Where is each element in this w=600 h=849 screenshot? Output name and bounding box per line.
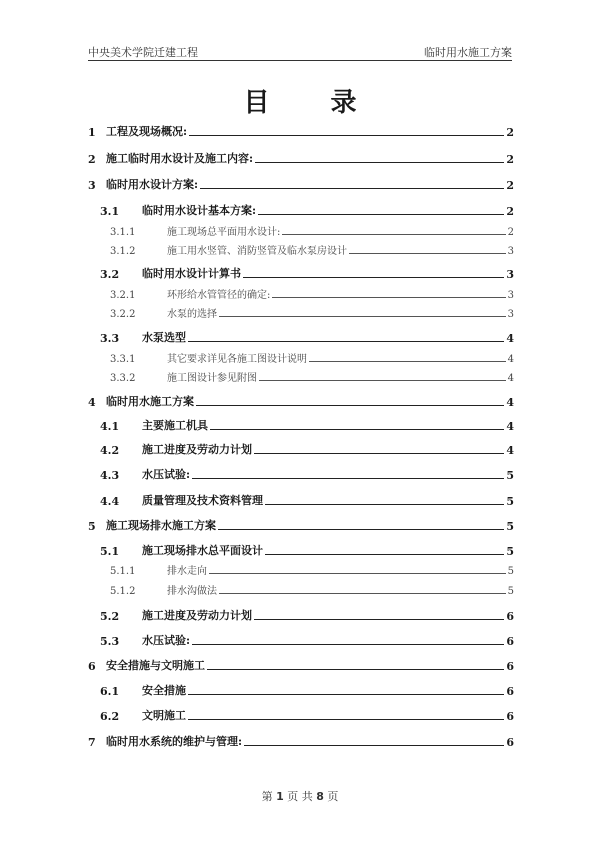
footer-prefix: 第 — [261, 790, 273, 803]
toc-leader-line — [188, 340, 504, 342]
toc-entry[interactable] — [88, 241, 514, 257]
toc-entry-page: 4 — [507, 354, 514, 365]
toc-entry[interactable] — [88, 517, 514, 533]
toc-leader-line — [244, 744, 504, 746]
toc-entry[interactable] — [88, 581, 514, 597]
toc-entry-number: 3.3.2 — [110, 373, 136, 384]
toc-entry-page: 2 — [506, 153, 514, 166]
toc-leader-line — [254, 618, 504, 620]
toc-entry-title: 其它要求详见各施工图设计说明 — [167, 354, 307, 365]
toc-leader-line — [188, 693, 504, 695]
toc-leader-line — [188, 718, 504, 720]
toc-leader-line — [243, 276, 504, 278]
toc-entry-title: 临时用水设计基本方案: — [142, 204, 257, 217]
toc-entry[interactable] — [88, 304, 514, 320]
page-footer — [0, 788, 600, 804]
toc-leader-line — [255, 161, 504, 163]
toc-entry[interactable] — [88, 632, 514, 648]
toc-leader-line — [210, 428, 504, 430]
toc-entry-number: 5 — [88, 520, 96, 533]
toc-entry-number: 2 — [88, 153, 96, 166]
footer-mid: 页 共 — [287, 790, 313, 803]
toc-entry-number: 5.2 — [100, 610, 120, 623]
toc-entry-page: 6 — [506, 685, 514, 698]
toc-leader-line — [192, 643, 504, 645]
toc-entry[interactable] — [88, 393, 514, 409]
toc-entry-title: 环形给水管管径的确定: — [167, 290, 271, 301]
toc-entry-number: 3 — [88, 179, 96, 192]
toc-entry-number: 4.3 — [100, 469, 120, 482]
toc-entry-number: 3.1 — [100, 205, 120, 218]
toc-entry-page: 2 — [506, 126, 514, 139]
toc-entry-page: 3 — [507, 246, 514, 257]
toc-entry-number: 4 — [88, 396, 96, 409]
toc-entry-number: 6 — [88, 660, 96, 673]
page-header — [88, 44, 512, 61]
header-project-name: 中央美术学院迁建工程 — [88, 46, 198, 59]
toc-leader-line — [254, 452, 504, 454]
toc-entry-title: 主要施工机具 — [142, 419, 208, 432]
toc-entry[interactable] — [88, 492, 514, 508]
toc-entry[interactable] — [88, 176, 514, 192]
toc-entry[interactable] — [88, 561, 514, 577]
toc-entry-page: 4 — [507, 373, 514, 384]
toc-entry-page: 5 — [507, 566, 514, 577]
toc-entry[interactable] — [88, 368, 514, 384]
toc-entry[interactable] — [88, 285, 514, 301]
toc-entry-number: 3.2.2 — [110, 309, 136, 320]
toc-leader-line — [219, 315, 506, 317]
toc-entry-title: 排水沟做法 — [167, 586, 217, 597]
toc-entry-title: 工程及现场概况: — [106, 125, 188, 138]
toc-entry-number: 5.3 — [100, 635, 120, 648]
toc-entry[interactable] — [88, 441, 514, 457]
footer-suffix: 页 — [327, 790, 339, 803]
toc-entry-title: 临时用水施工方案 — [106, 395, 194, 408]
toc-entry-number: 6.2 — [100, 710, 120, 723]
toc-entry-page: 4 — [506, 420, 514, 433]
toc-entry[interactable] — [88, 265, 514, 281]
toc-entry-page: 6 — [506, 610, 514, 623]
toc-entry-page: 6 — [506, 660, 514, 673]
toc-entry-number: 3.3 — [100, 332, 120, 345]
toc-entry[interactable] — [88, 202, 514, 218]
toc-entry-number: 3.2.1 — [110, 290, 136, 301]
toc-entry-page: 5 — [506, 469, 514, 482]
toc-leader-line — [265, 503, 504, 505]
footer-total-pages: 8 — [316, 790, 324, 803]
toc-entry[interactable] — [88, 150, 514, 166]
toc-entry-number: 1 — [88, 126, 96, 139]
toc-entry-title: 临时用水设计方案: — [106, 178, 199, 191]
toc-entry[interactable] — [88, 657, 514, 673]
toc-entry-title: 质量管理及技术资料管理 — [142, 494, 263, 507]
toc-entry-title: 水压试验: — [142, 468, 191, 481]
toc-leader-line — [207, 668, 504, 670]
toc-entry-number: 3.3.1 — [110, 354, 136, 365]
toc-entry-page: 5 — [506, 495, 514, 508]
toc-leader-line — [196, 404, 504, 406]
toc-entry-page: 3 — [506, 268, 514, 281]
toc-entry[interactable] — [88, 542, 514, 558]
toc-entry-page: 6 — [506, 635, 514, 648]
toc-entry[interactable] — [88, 682, 514, 698]
toc-leader-line — [218, 528, 504, 530]
toc-entry-number: 3.1.2 — [110, 246, 136, 257]
toc-entry[interactable] — [88, 466, 514, 482]
toc-entry-title: 施工现场排水总平面设计 — [142, 544, 263, 557]
toc-entry-number: 5.1 — [100, 545, 120, 558]
toc-entry-title: 施工现场总平面用水设计: — [167, 227, 281, 238]
toc-entry-page: 6 — [506, 736, 514, 749]
toc-entry-page: 2 — [506, 205, 514, 218]
toc-entry[interactable] — [88, 707, 514, 723]
toc-entry[interactable] — [88, 222, 514, 238]
toc-title: 目 录 — [243, 88, 383, 118]
toc-entry-number: 4.4 — [100, 495, 120, 508]
toc-entry-title: 文明施工 — [142, 709, 186, 722]
toc-leader-line — [265, 553, 504, 555]
toc-leader-line — [200, 187, 504, 189]
toc-entry-title: 施工临时用水设计及施工内容: — [106, 152, 254, 165]
toc-entry[interactable] — [88, 733, 514, 749]
toc-entry-title: 水泵的选择 — [167, 309, 217, 320]
toc-entry-title: 施工进度及劳动力计划 — [142, 609, 252, 622]
toc-entry[interactable] — [88, 607, 514, 623]
toc-entry-title: 水泵选型 — [142, 331, 186, 344]
toc-entry-page: 5 — [507, 586, 514, 597]
toc-entry-number: 3.1.1 — [110, 227, 136, 238]
toc-entry-title: 排水走向 — [167, 566, 207, 577]
toc-entry-number: 3.2 — [100, 268, 120, 281]
toc-entry-page: 2 — [506, 179, 514, 192]
toc-leader-line — [259, 379, 506, 381]
toc-entry-number: 4.2 — [100, 444, 120, 457]
toc-entry-title: 施工现场排水施工方案 — [106, 519, 216, 532]
toc-entry-page: 3 — [507, 290, 514, 301]
toc-entry-page: 4 — [506, 444, 514, 457]
toc-entry-title: 安全措施 — [142, 684, 186, 697]
toc-entry-number: 5.1.2 — [110, 586, 136, 597]
toc-entry[interactable] — [88, 349, 514, 365]
toc-entry-number: 4.1 — [100, 420, 120, 433]
toc-entry-number: 7 — [88, 736, 96, 749]
toc-entry-page: 6 — [506, 710, 514, 723]
toc-entry-title: 水压试验: — [142, 634, 191, 647]
footer-current-page: 1 — [276, 790, 284, 803]
toc-entry-page: 4 — [506, 396, 514, 409]
toc-entry[interactable] — [88, 329, 514, 345]
toc-leader-line — [309, 360, 506, 362]
toc-entry-page: 5 — [506, 520, 514, 533]
toc-entry-title: 临时用水设计计算书 — [142, 267, 241, 280]
toc-entry-title: 施工进度及劳动力计划 — [142, 443, 252, 456]
toc-leader-line — [219, 592, 506, 594]
toc-entry-page: 2 — [507, 227, 514, 238]
toc-leader-line — [272, 296, 505, 298]
toc-entry-title: 施工用水竖管、消防竖管及临水泵房设计 — [167, 246, 347, 257]
toc-leader-line — [282, 233, 505, 235]
toc-entry-number: 5.1.1 — [110, 566, 136, 577]
header-document-name: 临时用水施工方案 — [424, 46, 512, 59]
toc-entry[interactable] — [88, 123, 514, 139]
toc-leader-line — [192, 477, 504, 479]
toc-entry-number: 6.1 — [100, 685, 120, 698]
toc-entry-page: 3 — [507, 309, 514, 320]
toc-entry-page: 4 — [506, 332, 514, 345]
toc-entry-page: 5 — [506, 545, 514, 558]
toc-entry-title: 施工图设计参见附图 — [167, 373, 257, 384]
toc-entry-title: 临时用水系统的维护与管理: — [106, 735, 243, 748]
toc-leader-line — [209, 572, 506, 574]
toc-entry[interactable] — [88, 417, 514, 433]
toc-leader-line — [189, 134, 504, 136]
toc-leader-line — [258, 213, 504, 215]
toc-entry-title: 安全措施与文明施工 — [106, 659, 205, 672]
toc-leader-line — [349, 252, 506, 254]
